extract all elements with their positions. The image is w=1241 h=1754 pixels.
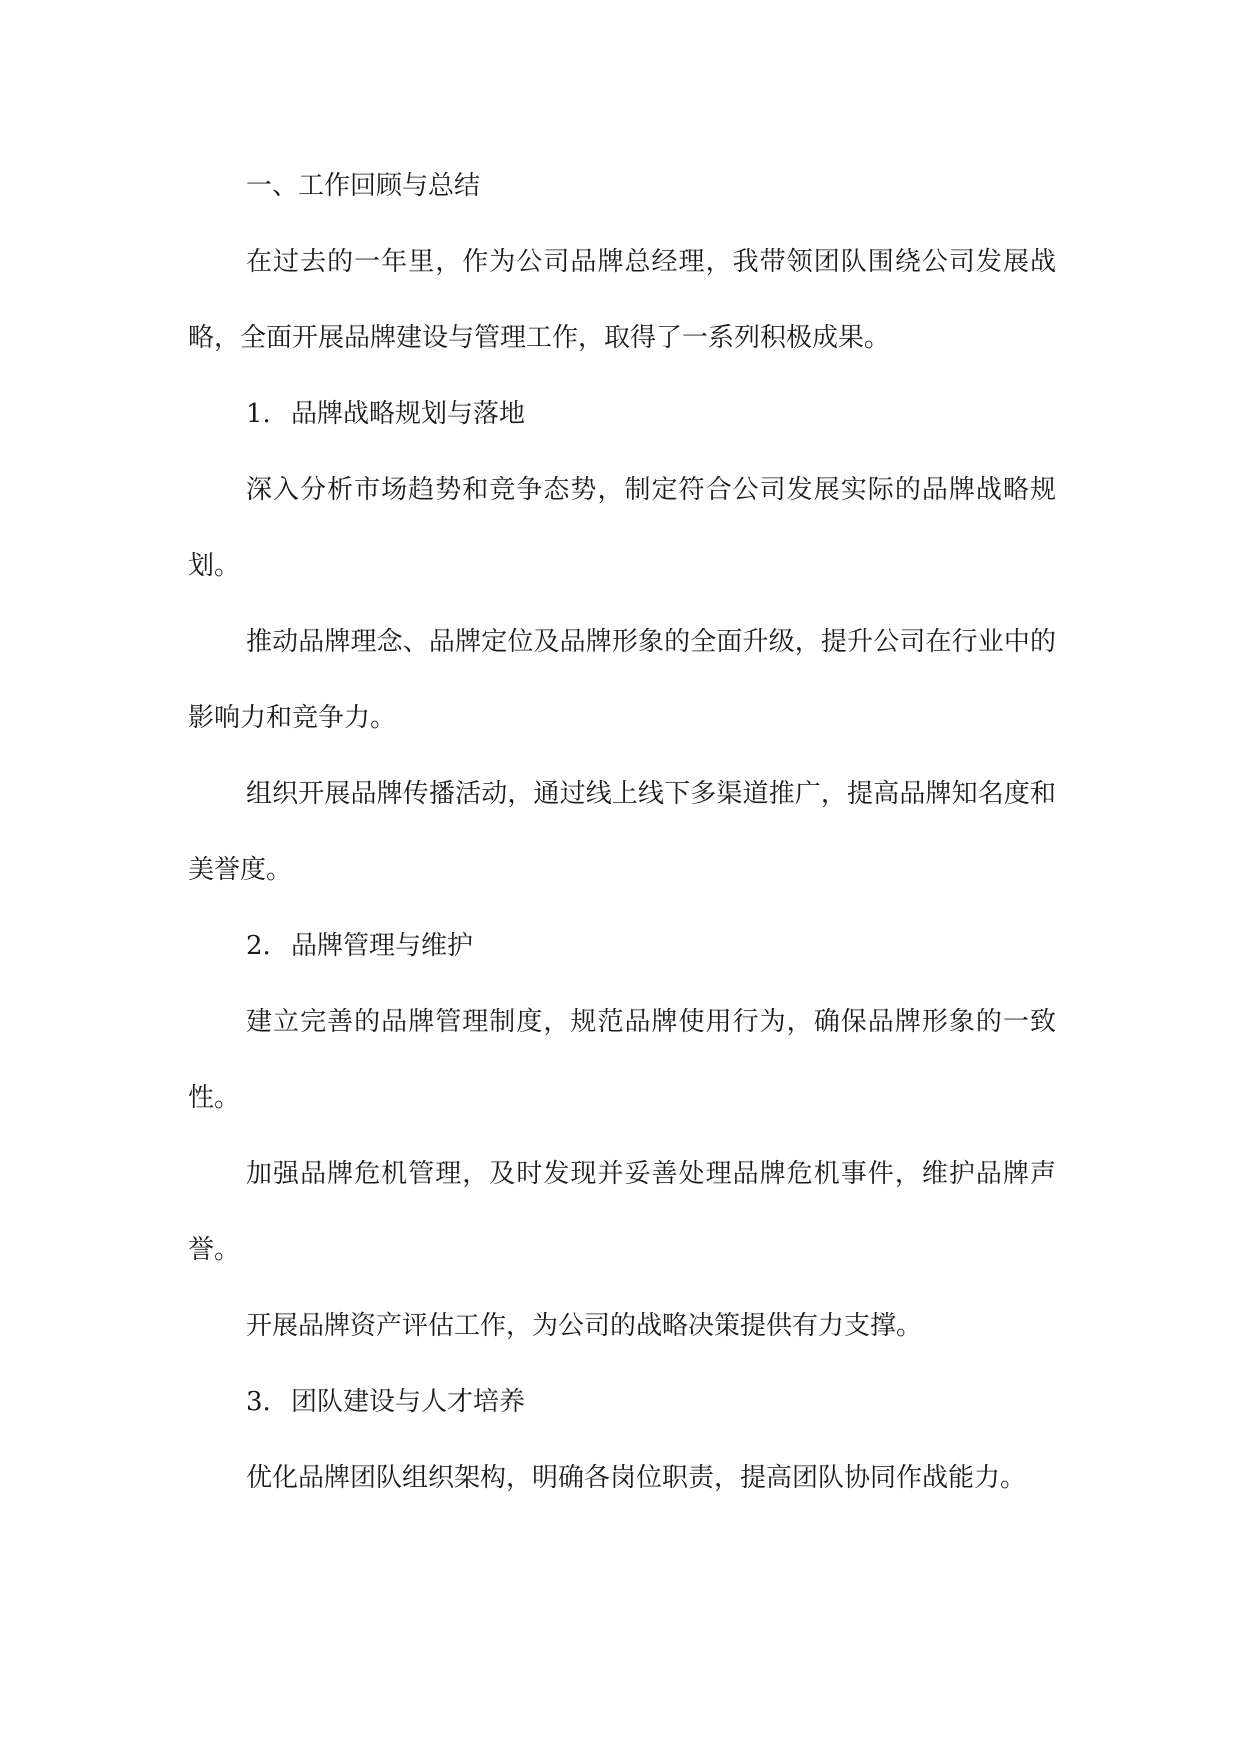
body-paragraph: 深入分析市场趋势和竞争态势，制定符合公司发展实际的品牌战略规划。 [188, 475, 1056, 581]
subsection-heading-3 [188, 1364, 1056, 1440]
body-paragraph: 优化品牌团队组织架构，明确各岗位职责，提高团队协同作战能力。 [246, 1463, 1027, 1493]
subsection-title: 品牌管理与维护 [291, 931, 474, 961]
subsection-heading-1 [188, 376, 1056, 452]
subsection-number: 2. [246, 931, 271, 961]
subsection-title: 品牌战略规划与落地 [291, 399, 526, 429]
body-paragraph: 开展品牌资产评估工作，为公司的战略决策提供有力支撑。 [246, 1311, 923, 1341]
subsection-heading-2 [188, 908, 1056, 984]
document-body [188, 148, 1056, 1516]
subsection-number: 1. [246, 399, 271, 429]
intro-paragraph: 在过去的一年里，作为公司品牌总经理，我带领团队围绕公司发展战略，全面开展品牌建设与管理工作，取得了一系列积极成果。 [188, 247, 1056, 353]
subsection-number: 3. [246, 1387, 271, 1417]
section-heading: 一、工作回顾与总结 [246, 171, 481, 201]
body-paragraph: 推动品牌理念、品牌定位及品牌形象的全面升级，提升公司在行业中的影响力和竞争力。 [188, 627, 1056, 733]
subsection-title: 团队建设与人才培养 [291, 1387, 526, 1417]
body-paragraph: 加强品牌危机管理，及时发现并妥善处理品牌危机事件，维护品牌声誉。 [188, 1159, 1056, 1265]
body-paragraph: 组织开展品牌传播活动，通过线上线下多渠道推广，提高品牌知名度和美誉度。 [188, 779, 1056, 885]
body-paragraph: 建立完善的品牌管理制度，规范品牌使用行为，确保品牌形象的一致性。 [188, 1007, 1056, 1113]
